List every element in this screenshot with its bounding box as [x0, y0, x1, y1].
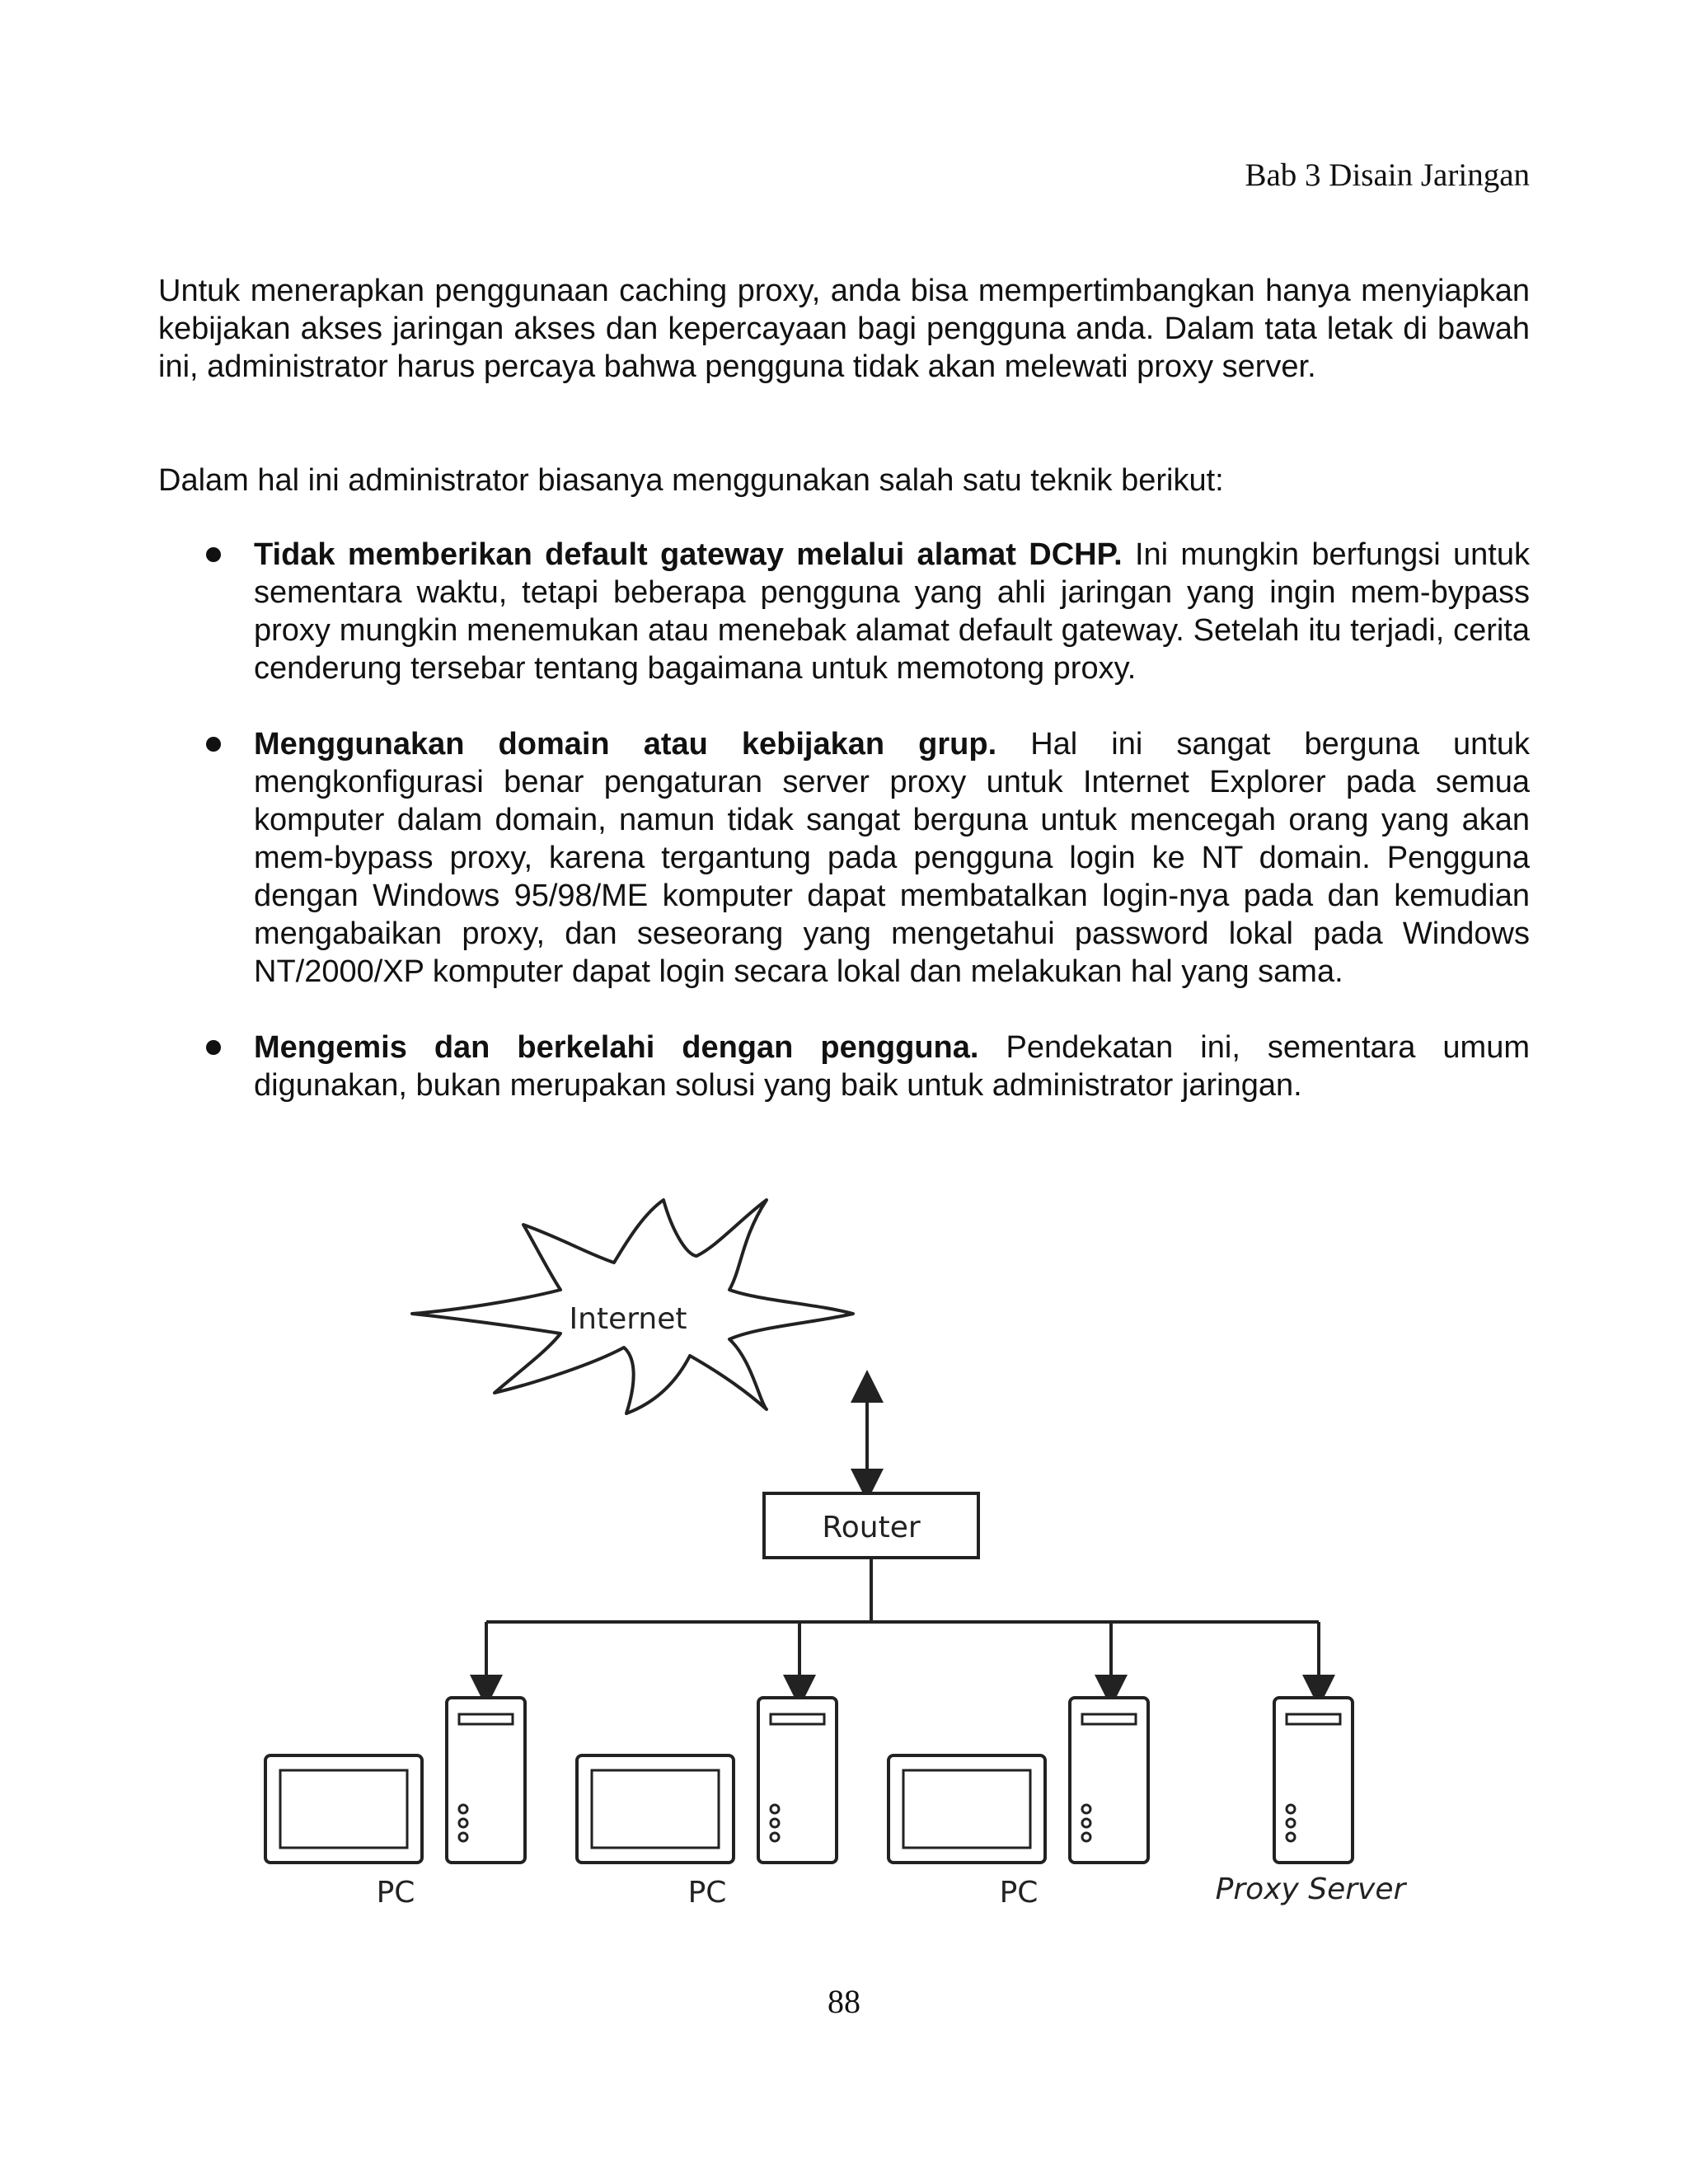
pc-3 [889, 1698, 1148, 1910]
paragraph-intro: Untuk menerapkan penggunaan caching proxy, anda bisa mempertimbangkan hanya menyiapkan kebijakan akses jaringan akses dan kepercayaan bagi pengguna anda. Dalam tata letak di bawah ini, administrator harus percaya bahwa pengguna tidak akan melewati proxy server. [158, 274, 1530, 384]
list-item [158, 1029, 1530, 1104]
paragraph-techniques-intro: Dalam hal ini administrator biasanya menggunakan salah satu teknik berikut: [158, 463, 1224, 498]
bullet-icon [206, 547, 221, 562]
proxy-label: Proxy Server [1215, 1872, 1406, 1906]
bullet-text: Pendekatan ini, sementara umum digunakan, bukan merupakan solusi yang baik untuk administrator jaringan. [254, 1030, 1530, 1103]
network-diagram [247, 1187, 1442, 1945]
tower-icon [758, 1698, 837, 1863]
running-header: Bab 3 Disain Jaringan [1245, 157, 1530, 193]
bullet-text: Ini mungkin berfungsi untuk sementara waktu, tetapi beberapa pengguna yang ahli jaringan yang ingin mem-bypass proxy mungkin menemukan atau menebak alamat default gateway. Setelah itu terjadi, cerita cenderung tersebar tentang bagaimana untuk memotong proxy. [254, 537, 1530, 686]
bullet-text: Hal ini sangat berguna untuk mengkonfigurasi benar pengaturan server proxy untuk Internet Explorer pada semua komputer dalam domain, namun tidak sangat berguna untuk mencegah orang yang akan mem-bypass proxy, karena tergantung pada pengguna login ke NT domain. Pengguna dengan Windows 95/98/ME komputer dapat membatalkan login-nya pada dan kemudian mengabaikan proxy, dan seseorang yang mengetahui password lokal pada Windows NT/2000/XP komputer dapat login secara lokal dan melakukan hal yang sama. [254, 727, 1530, 989]
proxy-server [1216, 1698, 1408, 1906]
page-number: 88 [828, 1983, 860, 2020]
technique-list [158, 536, 1530, 1104]
router-label: Router [822, 1511, 921, 1544]
bullet-title: Mengemis dan berkelahi dengan pengguna. [254, 1030, 979, 1065]
bullet-icon [206, 1040, 221, 1055]
bullet-title: Menggunakan domain atau kebijakan grup. [254, 727, 997, 762]
pc-label: PC [999, 1876, 1039, 1910]
bullet-title: Tidak memberikan default gateway melalui alamat DCHP. [254, 537, 1123, 572]
internet-label: Internet [569, 1302, 687, 1336]
list-item [158, 536, 1530, 687]
pc-label: PC [376, 1876, 415, 1910]
tower-icon [447, 1698, 525, 1863]
internet-cloud [412, 1200, 853, 1413]
pc-2 [577, 1698, 837, 1910]
tower-icon [1070, 1698, 1148, 1863]
pc-1 [265, 1698, 525, 1910]
server-icon [1274, 1698, 1353, 1863]
list-item [158, 725, 1530, 991]
router [764, 1493, 978, 1558]
pc-label: PC [687, 1876, 727, 1910]
bullet-icon [206, 737, 221, 752]
